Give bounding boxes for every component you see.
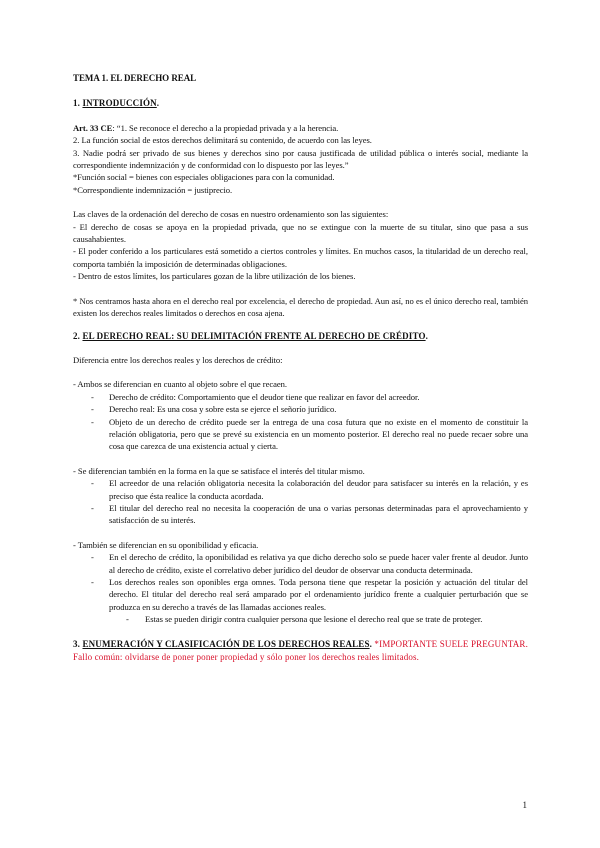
- note-funcion-social: *Función social = bienes con especiales obligaciones para con la comunidad.: [73, 172, 335, 183]
- section-3-number: 3.: [73, 638, 81, 649]
- section-2-heading: [73, 330, 528, 342]
- section-2-period: .: [425, 330, 429, 341]
- page-number: 1: [522, 800, 527, 810]
- article-label: Art. 33 CE: [73, 122, 113, 133]
- sub-list-item: - Estas se pueden dirigir contra cualquier persona que lesione el derecho real que se trate de proteger.: [73, 613, 528, 625]
- list-item: - Los derechos reales son oponibles erga omnes. Toda persona tiene que respetar la posición y actuación del titular del derecho. El titular del derecho real será amparado por el ordenamiento jurídico frente a cualquier perturbación que se produzca en su derecho a través de las llamadas acciones reales.: [73, 576, 528, 613]
- differences-intro: Diferencia entre los derechos reales y los derechos de crédito:: [73, 354, 283, 365]
- section-2-number: 2.: [73, 330, 81, 341]
- list-item: - Objeto de un derecho de crédito puede ser la entrega de una cosa futura que no existe en el momento de constituir la relación obligatoria, pero que se prevé su existencia en un momento posterior. El derecho real no puede recaer sobre una cosa que carezca de una existencia actual y cierta.: [73, 416, 528, 453]
- group-2-intro: - Se diferencian también en la forma en la que se satisface el interés del titular mismo.: [73, 465, 365, 476]
- note-derecho-real: * Nos centramos hasta ahora en el derecho real por excelencia, el derecho de propiedad. Aun así, no es el único derecho real, también existen los derechos reales limitados o derechos en cosa ajena.: [73, 295, 528, 319]
- document-body: [73, 72, 528, 664]
- clave-item: - El poder conferido a los particulares está sometido a ciertos controles y límites. En muchos casos, la titularidad de un derecho real, comporta también la imposición de determinadas obligaciones.: [73, 246, 528, 269]
- section-1-heading: [73, 97, 528, 109]
- article-line-3: 3. Nadie podrá ser privado de sus bienes y derechos sino por causa justificada de utilidad pública o interés social, mediante la correspondiente indemnización y de conformidad con lo dispuesto por las leyes.”: [73, 147, 528, 171]
- list-item: - El acreedor de una relación obligatoria necesita la colaboración del deudor para satisfacer su interés en la relación, y es preciso que ésta realice la conducta acordada.: [73, 477, 528, 502]
- section-1-period: .: [156, 98, 160, 109]
- group-1-intro: - Ambos se diferencian en cuanto al objeto sobre el que recaen.: [73, 379, 287, 390]
- list-item: - El titular del derecho real no necesita la cooperación de una o varias personas determinadas para el aprovechamiento y satisfacción de su interés.: [73, 502, 528, 527]
- list-item: - En el derecho de crédito, la oponibilidad es relativa ya que dicho derecho solo se puede hacer valer frente al deudor. Junto al derecho de crédito, existe el correlativo deber jurídico del deudor de observar una conducta determinada.: [73, 551, 528, 576]
- list-item: - Derecho real: Es una cosa y sobre esta se ejerce el señorío jurídico.: [73, 403, 528, 415]
- claves-intro: Las claves de la ordenación del derecho de cosas en nuestro ordenamiento son las siguientes:: [73, 209, 389, 220]
- group-2-list: [73, 477, 528, 527]
- clave-item: - Dentro de estos límites, los particulares gozan de la libre utilización de los bienes.: [73, 271, 356, 282]
- section-1-number: 1.: [73, 98, 81, 109]
- section-3-period: .: [369, 638, 372, 649]
- section-3-heading: [73, 638, 528, 664]
- important-note: *IMPORTANTE SUELE PREGUNTAR. Fallo común: olvidarse de poner poner propiedad y sólo poner los derechos reales limitados.: [73, 638, 528, 662]
- section-2-title: EL DERECHO REAL: SU DELIMITACIÓN FRENTE AL DERECHO DE CRÉDITO: [82, 330, 426, 341]
- article-text-1: : “1. Se reconoce el derecho a la propiedad privada y a la herencia.: [112, 122, 339, 133]
- list-item: - Derecho de crédito: Comportamiento que el deudor tiene que realizar en favor del acreedor.: [73, 391, 528, 403]
- article-line-1: [73, 122, 528, 134]
- group-3-intro: - También se diferencian en su oponibilidad y eficacia.: [73, 539, 259, 550]
- clave-item: - El derecho de cosas se apoya en la propiedad privada, que no se extingue con la muerte de su titular, sino que pasa a sus causahabientes.: [73, 221, 528, 245]
- section-3-title: ENUMERACIÓN Y CLASIFICACIÓN DE LOS DERECHOS REALES: [82, 638, 370, 649]
- note-indemnizacion: *Correspondiente indemnización = justiprecio.: [73, 184, 233, 195]
- document-title: TEMA 1. EL DERECHO REAL: [73, 73, 197, 83]
- group-1-list: [73, 391, 528, 453]
- group-3-sublist: [73, 613, 528, 625]
- section-1-title: INTRODUCCIÓN: [82, 98, 157, 109]
- article-line-2: 2. La función social de estos derechos delimitará su contenido, de acuerdo con las leyes.: [73, 135, 372, 146]
- group-3-list: [73, 551, 528, 613]
